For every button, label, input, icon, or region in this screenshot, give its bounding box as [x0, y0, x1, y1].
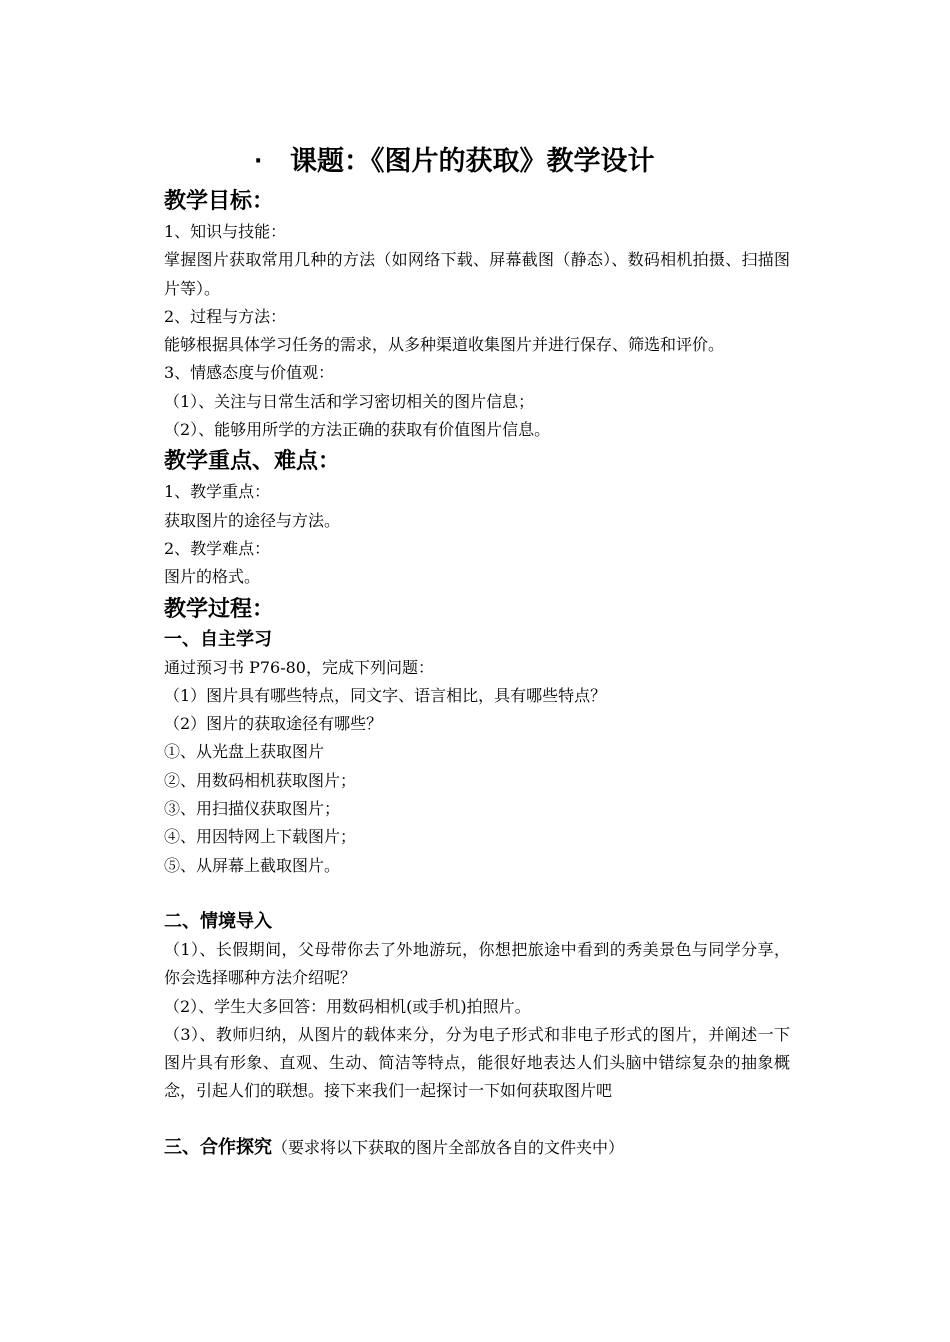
- section1-heading: 一、自主学习: [164, 628, 272, 650]
- key-point-line: 获取图片的途径与方法。: [164, 510, 341, 530]
- key-points-heading: 教学重点、难点：: [164, 449, 341, 475]
- paragraph-spacer: [164, 880, 790, 908]
- section3-heading: [164, 1134, 790, 1162]
- objective-line: 2、过程与方法：: [164, 306, 287, 326]
- process-heading: 教学过程：: [164, 596, 275, 622]
- section1-line: （1）图片具有哪些特点，同文字、语言相比，具有哪些特点？: [164, 685, 607, 705]
- section2-line: （2）、学生大多回答：用数码相机(或手机)拍照片。: [164, 996, 531, 1016]
- section2-line: （3）、教师归纳，从图片的载体来分，分为电子形式和非电子形式的图片，并阐述一下图片具有形象、直观、生动、简洁等特点，能很好地表达人们头脑中错综复杂的抽象概念，引起人们的联想。接下来我们一起探讨一下如何获取图片吧: [164, 1024, 790, 1101]
- document-title: [164, 140, 790, 184]
- objective-line: 3、情感态度与价值观：: [164, 363, 335, 383]
- objectives-heading: 教学目标：: [164, 189, 275, 214]
- section2-line: （1）、长假期间，父母带你去了外地游玩，你想把旅途中看到的秀美景色与同学分享，你会选择哪种方法介绍呢？: [164, 939, 790, 988]
- objective-line: 能够根据具体学习任务的需求，从多种渠道收集图片并进行保存、筛选和评价。: [164, 335, 725, 355]
- section1-line: ①、从光盘上获取图片: [164, 742, 325, 762]
- section1-line: 通过预习书 P76-80，完成下列问题：: [164, 657, 434, 677]
- section1-line: （2）图片的获取途径有哪些？: [164, 714, 383, 734]
- objective-line: 掌握图片获取常用几种的方法（如网络下载、屏幕截图（静态）、数码相机拍摄、扫描图片等）。: [164, 250, 790, 298]
- objective-line: （2）、能够用所学的方法正确的获取有价值图片信息。: [164, 420, 551, 440]
- section2-heading: 二、情境导入: [164, 910, 272, 932]
- section1-line: ③、用扫描仪获取图片；: [164, 799, 341, 819]
- key-point-line: 图片的格式。: [164, 567, 261, 587]
- objective-line: （1）、关注与日常生活和学习密切相关的图片信息；: [164, 391, 535, 411]
- objective-line: 1、知识与技能：: [164, 222, 287, 241]
- title-text: 课题：《图片的获取》教学设计: [290, 146, 655, 177]
- document-page: [164, 140, 790, 1162]
- key-point-line: 2、教学难点：: [164, 538, 271, 558]
- title-bullet: ·: [254, 149, 263, 174]
- paragraph-spacer: [164, 1106, 790, 1134]
- key-point-line: 1、教学重点：: [164, 482, 271, 502]
- section1-line: ②、用数码相机获取图片；: [164, 770, 357, 790]
- section3-note: （要求将以下获取的图片全部放各自的文件夹中）: [272, 1137, 625, 1157]
- section1-line: ⑤、从屏幕上截取图片。: [164, 855, 341, 875]
- section1-line: ④、用因特网上下载图片；: [164, 827, 357, 847]
- section3-heading-text: 三、合作探究: [164, 1136, 272, 1158]
